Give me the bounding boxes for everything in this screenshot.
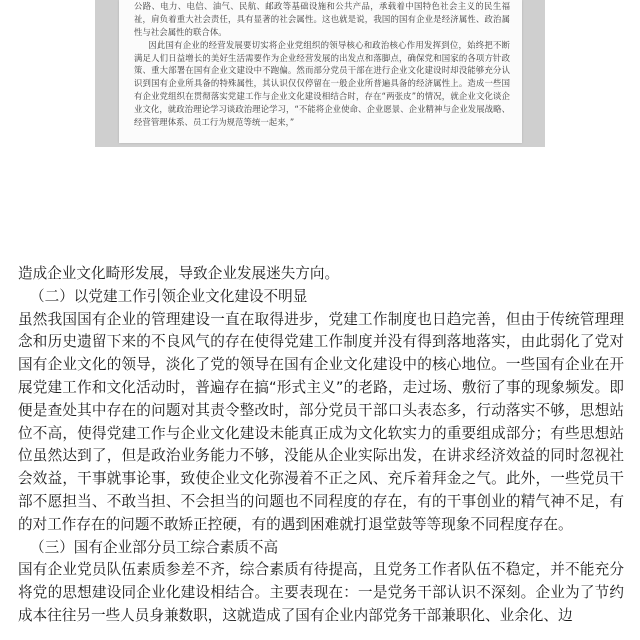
excerpt-paragraph: 因此国有企业的经营发展要切实将企业党组织的领导核心和政治核心作用发挥到位，始终把不断满足人们日益增长的美好生活需要作为企业经营发展的出发点和落脚点，确保党和国家的各项方针政策、重大部署在国有企业文建设中不跑偏。然而部分党员干部在进行企业文化建设时却没能够充分认识到国有企业所具备的特殊属性，其认识仅仅停留在一般企业所普遍具备的经济属性上。造成一些国有企业党组织在贯彻落实党建工作与企业文化建设相结合时，存在“两张皮”的情况，就企业文化谈企业文化，就政治理论学习谈政治理论学习，“不能将企业使命、企业愿景、企业精神与企业发展战略、经营管理体系、员工行为规范等统一起来，” <box>134 39 510 128</box>
excerpt-page <box>119 0 522 143</box>
excerpt-paragraph: 公路、电力、电信、油气、民航、邮政等基础设施和公共产品，承载着中国特色社会主义的民生福祉，肩负着重大社会责任，具有显著的社会属性。这也就是说，我国的国有企业是经济属性、政治属性与社会属性的联合体。 <box>134 0 510 37</box>
body-paragraph: 造成企业文化畸形发展，导致企业发展迷失方向。 <box>18 265 340 282</box>
excerpt-text <box>134 0 510 129</box>
embedded-document-excerpt <box>95 0 545 147</box>
body-paragraph: 国有企业党员队伍素质参差不齐，综合素质有待提高，且党务工作者队伍不稳定，并不能充分将党的思想建设同企业化建设相结合。主要表现在：一是党务干部认识不深刻。企业为了节约成本往往另一些人员身兼数职，这就造成了国有企业内部党务干部兼职化、业余化、边 <box>18 561 624 624</box>
body-paragraph: 虽然我国国有企业的管理建设一直在取得进步，党建工作制度也日趋完善，但由于传统管理理念和历史遗留下来的不良风气的存在使得党建工作制度并没有得到落地落实，由此弱化了党对国有企业文化的领导，淡化了党的领导在国有企业文化建设中的核心地位。一些国有企业在开展党建工作和文化活动时，普遍存在搞“形式主义”的老路，走过场、敷衍了事的现象频发。即便是查处其中存在的问题对其责令整改时，部分党员干部口头表态多，行动落实不够，思想站位不高，使得党建工作与企业文化建设未能真正成为文化软实力的重要组成部分；有些思想站位虽然达到了，但是政治业务能力不够，没能从企业实际出发，在讲求经济效益的同时忽视社会效益，干事就事论事，致使企业文化弥漫着不正之风、充斥着拜金之气。此外，一些党员干部不愿担当、不敢当担、不会担当的问题也不同程度的存在，有的干事创业的精气神不足，有的对工作存在的问题不敢矫正控硬，有的遇到困难就打退堂鼓等等现象不同程度存在。 <box>18 310 624 533</box>
section-heading: （三）国有企业部分员工综合素质不高 <box>30 538 279 556</box>
section-heading: （二）以党建工作引领企业文化建设不明显 <box>30 287 308 305</box>
document-body <box>18 263 624 628</box>
